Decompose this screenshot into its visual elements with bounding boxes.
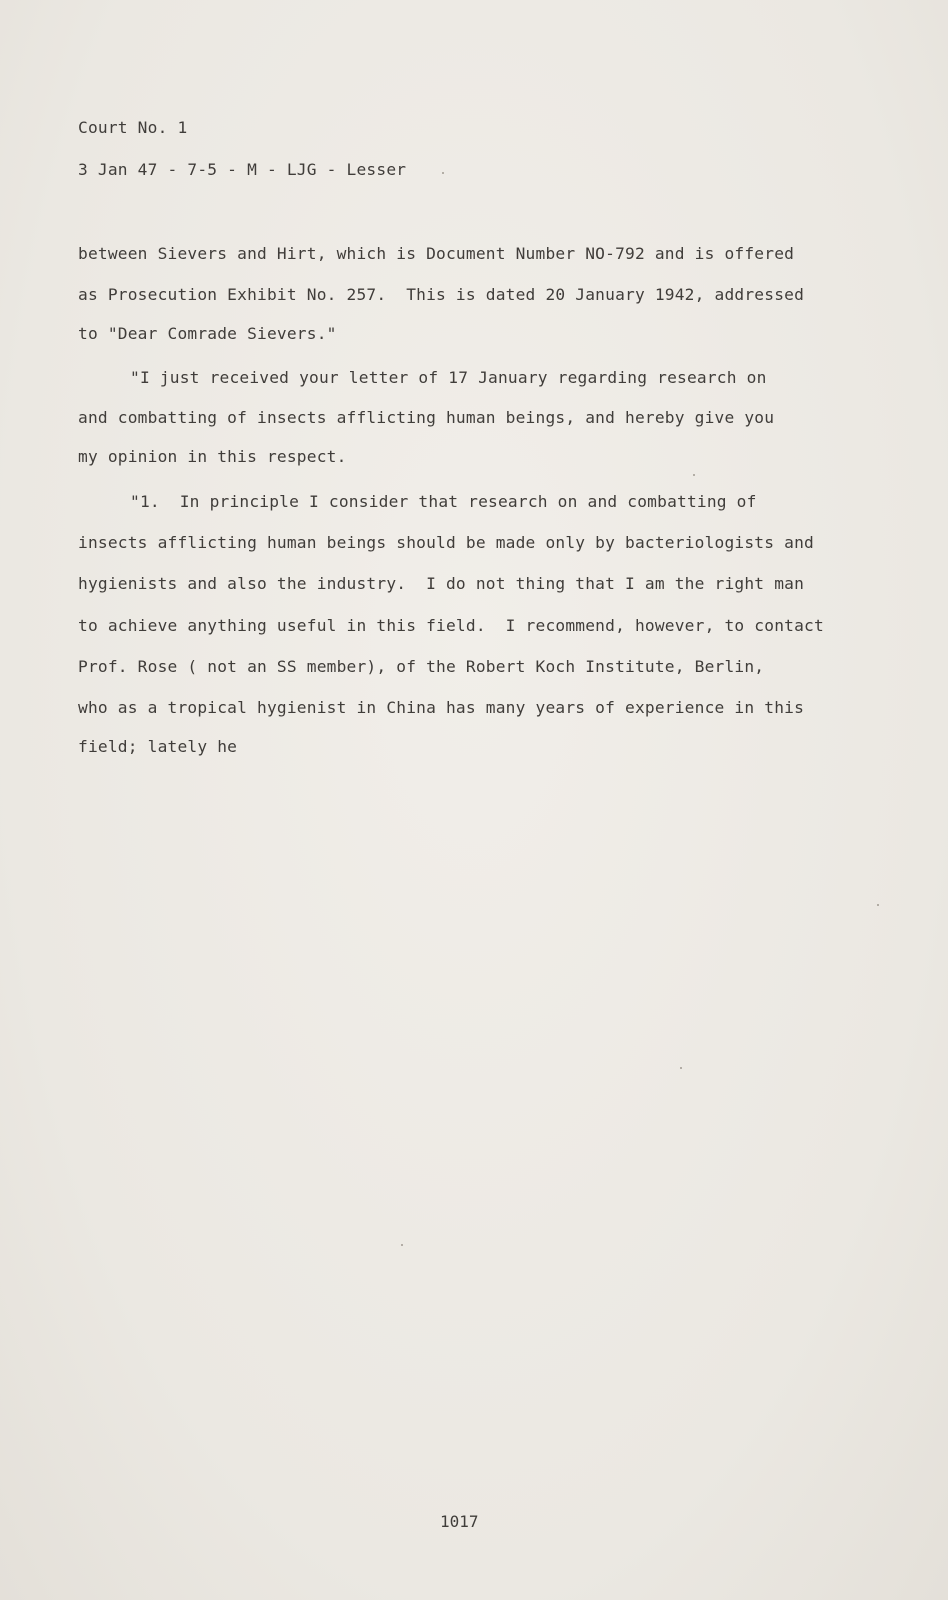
paper-speck [401, 1244, 403, 1246]
paragraph-3-line-5: Prof. Rose ( not an SS member), of the Robert Koch Institute, Berlin, [78, 657, 765, 676]
paragraph-3-line-1: "1. In principle I consider that research on and combatting of [130, 492, 757, 511]
paper-speck [693, 474, 695, 476]
paragraph-3-line-7: field; lately he [78, 737, 238, 756]
session-reference: 3 Jan 47 - 7-5 - M - LJG - Lesser [78, 160, 407, 179]
paper-speck [877, 904, 879, 906]
paper-speck [442, 172, 444, 174]
paper-speck [680, 1067, 682, 1069]
paragraph-3-line-4: to achieve anything useful in this field. I recommend, however, to contact [78, 616, 824, 635]
paragraph-1-line-1: between Sievers and Hirt, which is Document Number NO-792 and is offered [78, 244, 795, 263]
paragraph-3-line-3: hygienists and also the industry. I do not thing that I am the right man [78, 574, 805, 593]
court-number: Court No. 1 [78, 118, 188, 137]
paragraph-1-line-3: to "Dear Comrade Sievers." [78, 324, 337, 343]
paragraph-2-line-2: and combatting of insects afflicting human beings, and hereby give you [78, 408, 775, 427]
paragraph-1-line-2: as Prosecution Exhibit No. 257. This is dated 20 January 1942, addressed [78, 285, 805, 304]
paragraph-3-line-6: who as a tropical hygienist in China has many years of experience in this [78, 698, 805, 717]
paragraph-2-line-1: "I just received your letter of 17 January regarding research on [130, 368, 767, 387]
paragraph-2-line-3: my opinion in this respect. [78, 447, 347, 466]
page-number: 1017 [440, 1512, 479, 1531]
paragraph-3-line-2: insects afflicting human beings should be made only by bacteriologists and [78, 533, 814, 552]
